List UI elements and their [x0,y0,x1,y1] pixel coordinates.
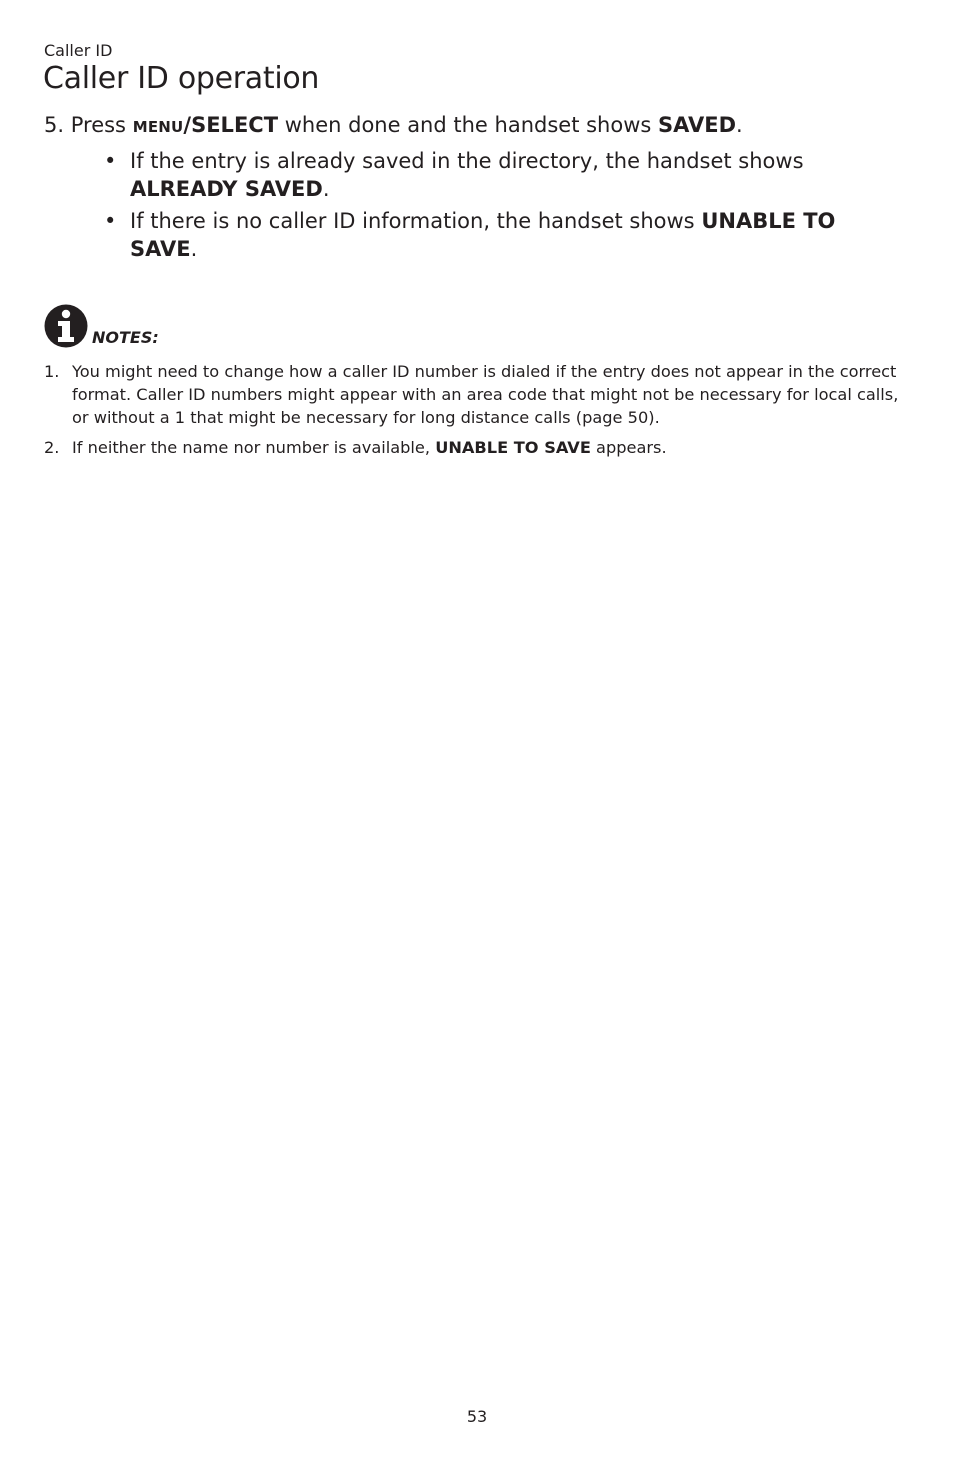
info-icon [44,304,88,348]
note-number: 1. [44,362,60,381]
notes-header [44,302,159,348]
bullet-bold: ALREADY SAVED [130,177,323,201]
note-text-after: appears. [596,438,667,457]
note-bold: UNABLE TO SAVE [435,438,591,457]
notes-list [44,360,900,466]
note-number: 2. [44,438,60,457]
bullet-end: . [190,237,198,261]
page-number: 53 [466,1407,488,1426]
bullet-end: . [322,177,330,201]
step-number: 5. [44,113,65,137]
note-text-before: If neither the name nor number is available, [72,438,431,457]
step-5 [44,111,904,141]
step-text-mid: when done and the handset shows [284,113,652,137]
bullet-dot: • [104,209,117,233]
step-text-press: Press [70,113,127,137]
page-title: Caller ID operation [43,61,320,96]
section-label: Caller ID [44,41,113,60]
bullet-item [104,207,874,263]
step-period: . [736,113,743,137]
saved-label: SAVED [658,113,736,137]
note-item [44,436,900,459]
bullet-bold: UNABLE TO SAVE [130,209,836,261]
bullet-dot: • [104,149,117,173]
menu-key-label: MENU [132,118,184,136]
notes-label: NOTES: [92,328,159,347]
step-bullets [104,147,874,267]
bullet-text: If there is no caller ID information, the handset shows [130,209,695,233]
note-text: You might need to change how a caller ID number is dialed if the entry does not appear in the correct format. Caller ID numbers might appear with an area code that might not be necessary for local calls, or without a 1 that might be necessary for long distance calls (page 50). [72,362,899,427]
note-item [44,360,900,429]
select-key-label: /SELECT [183,113,279,137]
bullet-item [104,147,874,203]
bullet-text: If the entry is already saved in the directory, the handset shows [130,149,804,173]
